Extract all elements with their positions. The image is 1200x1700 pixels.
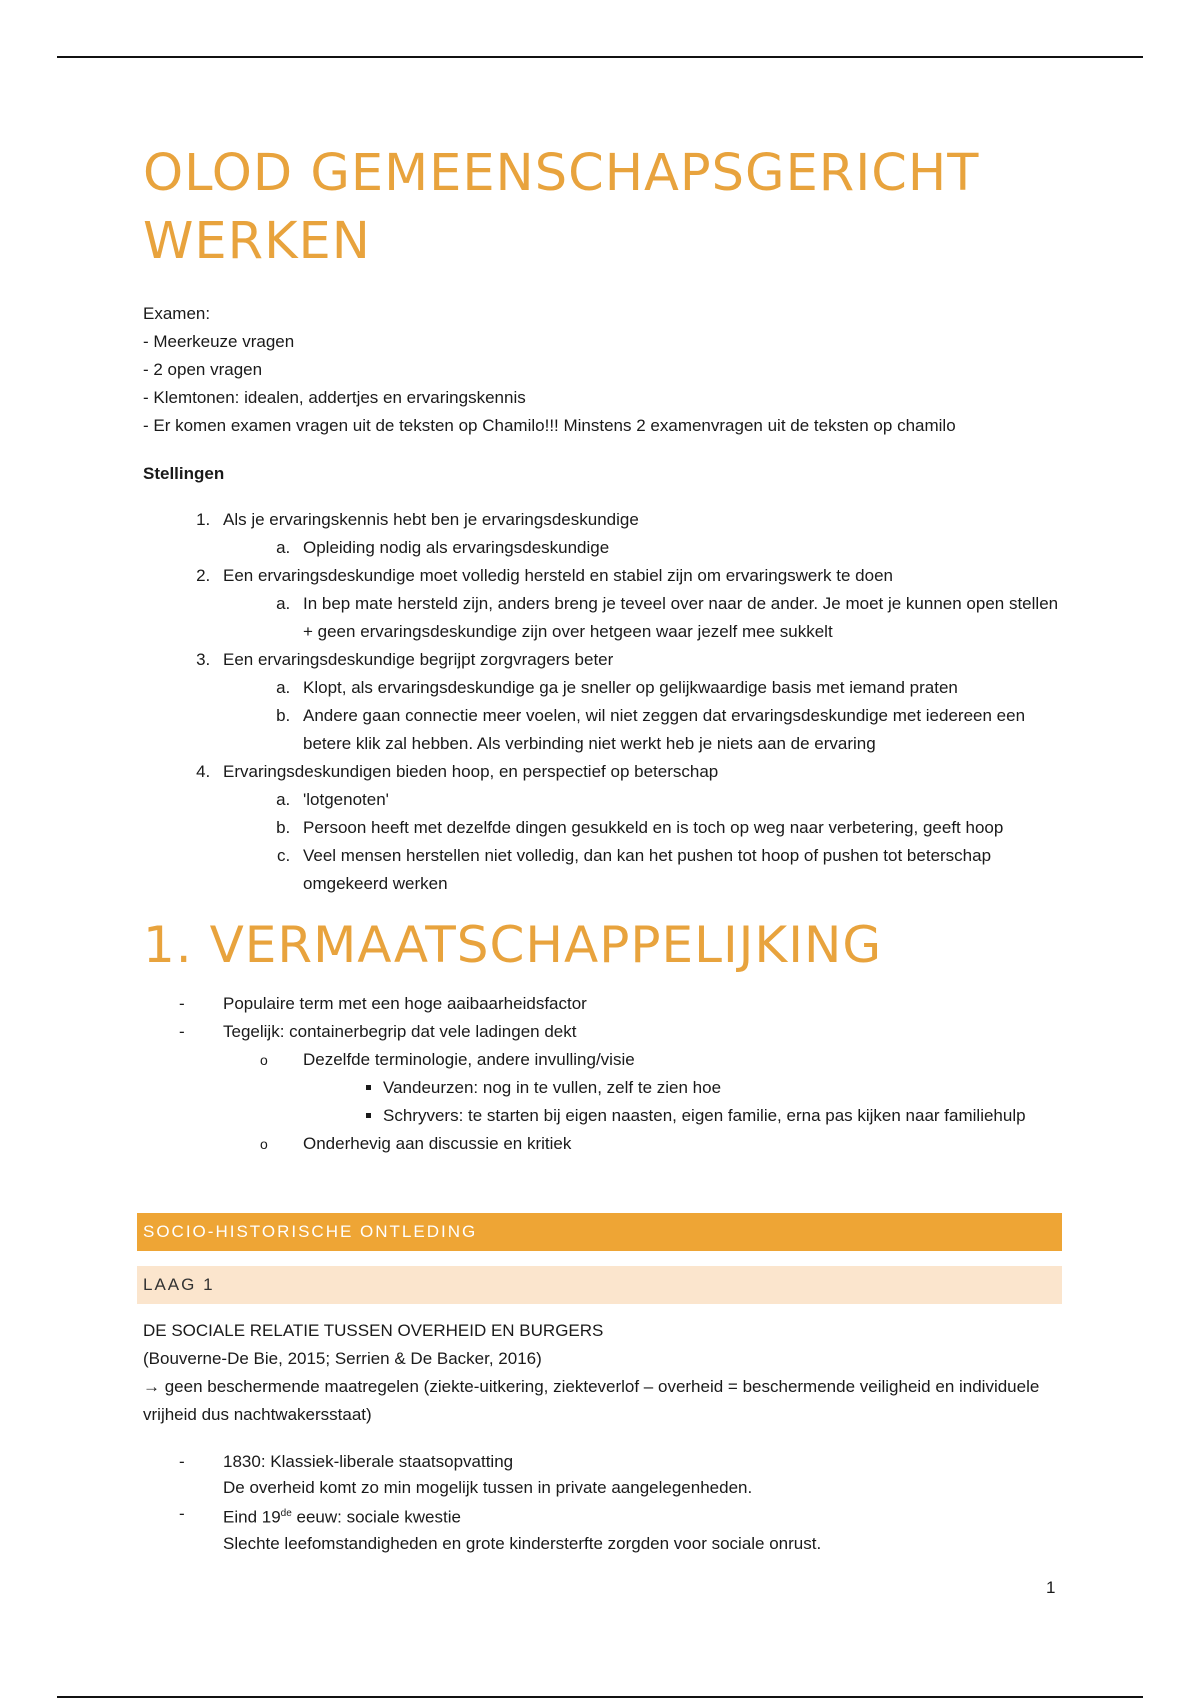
stelling-text: Een ervaringsdeskundige moet volledig hersteld en stabiel zijn om ervaringswerk te doen <box>223 566 893 585</box>
bottom-rule <box>57 1696 1143 1698</box>
stelling-subitem: a. In bep mate hersteld zijn, anders breng je teveel over naar de ander. Je moet je kunnen open stellen + geen ervaringsdeskundige zijn over hetgeen waar jezelf mee sukkelt <box>295 590 1063 646</box>
stelling-text: Als je ervaringskennis hebt ben je ervaringsdeskundige <box>223 510 639 529</box>
sublist-item <box>295 1046 1063 1130</box>
list-item <box>215 1501 1063 1557</box>
list-item-title-pre: Eind 19 <box>223 1507 281 1527</box>
page-number: 1 <box>1046 1578 1056 1597</box>
list-item <box>215 1018 1063 1158</box>
stelling-sublist <box>223 534 1063 562</box>
subsublist-item: ▪ Schryvers: te starten bij eigen naasten, eigen familie, erna pas kijken naar familiehulp <box>383 1102 1063 1130</box>
top-rule <box>57 56 1143 58</box>
list-item: - Populaire term met een hoge aaibaarheidsfactor <box>215 990 1063 1018</box>
laag-1-list <box>143 1449 1063 1557</box>
stelling-subitem: c. Veel mensen herstellen niet volledig, dan kan het pushen tot hoop of pushen tot beterschap omgekeerd werken <box>295 842 1063 898</box>
stelling-text: Een ervaringsdeskundige begrijpt zorgvragers beter <box>223 650 614 669</box>
sublist-item-text: Dezelfde terminologie, andere invulling/visie <box>303 1050 635 1069</box>
exam-item: - 2 open vragen <box>143 360 263 379</box>
list-item <box>215 1449 1063 1501</box>
laag-1-note-text: geen beschermende maatregelen (ziekte-uitkering, ziekteverlof – overheid = beschermende veiligheid en individuele vrijheid dus nachtwakersstaat) <box>143 1377 1040 1424</box>
stelling-subitem: a. 'lotgenoten' <box>295 786 1063 814</box>
vermaatschappelijking-list <box>143 990 1063 1158</box>
document-title: OLOD GEMEENSCHAPSGERICHT WERKEN <box>143 144 980 271</box>
stelling-subitem: b. Persoon heeft met dezelfde dingen gesukkeld en is toch op weg naar verbetering, geeft hoop <box>295 814 1063 842</box>
sublist <box>223 1046 1063 1158</box>
subsublist <box>303 1074 1063 1130</box>
section-heading-vermaatschappelijking: 1. VERMAATSCHAPPELIJKING <box>143 916 883 974</box>
ordinal-superscript: de <box>280 1508 292 1519</box>
exam-item: - Klemtonen: idealen, addertjes en ervaringskennis <box>143 388 526 407</box>
list-item-text: Tegelijk: containerbegrip dat vele ladingen dekt <box>223 1022 577 1041</box>
exam-item: - Meerkeuze vragen <box>143 332 295 351</box>
exam-item: - Er komen examen vragen uit de teksten op Chamilo!!! Minstens 2 examenvragen uit de teksten op chamilo <box>143 416 956 435</box>
laag-1-content <box>143 1317 1063 1557</box>
stellingen-heading: Stellingen <box>143 464 225 483</box>
stelling-subitem: a. Klopt, als ervaringsdeskundige ga je sneller op gelijkwaardige basis met iemand praten <box>295 674 1063 702</box>
laag-1-citation: (Bouverne-De Bie, 2015; Serrien & De Backer, 2016) <box>143 1349 542 1368</box>
list-item-title-post: eeuw: sociale kwestie <box>291 1507 461 1527</box>
stellingen-list <box>143 506 1063 898</box>
stelling-subitem: b. Andere gaan connectie meer voelen, wil niet zeggen dat ervaringsdeskundige met iedereen een betere klik zal hebben. Als verbinding niet werkt heb je niets aan de ervaring <box>295 702 1063 758</box>
list-item-title: - 1830: Klassiek-liberale staatsopvatting <box>223 1452 514 1471</box>
list-item-desc: Slechte leefomstandigheden en grote kindersterfte zorgden voor sociale onrust. <box>223 1533 822 1553</box>
document-body <box>143 140 1063 1158</box>
exam-label: Examen: <box>143 304 211 323</box>
stelling-item <box>215 646 1063 758</box>
sublist-item: o Onderhevig aan discussie en kritiek <box>295 1130 1063 1158</box>
stelling-subitem: a. Opleiding nodig als ervaringsdeskundige <box>295 534 1063 562</box>
stelling-sublist <box>223 674 1063 758</box>
stelling-item <box>215 758 1063 898</box>
subsublist-item: ▪ Vandeurzen: nog in te vullen, zelf te zien hoe <box>383 1074 1063 1102</box>
stelling-text: Ervaringsdeskundigen bieden hoop, en perspectief op beterschap <box>223 762 719 781</box>
socio-historische-band: SOCIO-HISTORISCHE ONTLEDING <box>137 1213 1062 1251</box>
list-item-desc: De overheid komt zo min mogelijk tussen in private aangelegenheden. <box>223 1478 753 1497</box>
laag-1-note <box>143 1373 1063 1429</box>
stelling-item <box>215 562 1063 646</box>
stelling-sublist <box>223 590 1063 646</box>
laag-1-band: LAAG 1 <box>137 1266 1062 1304</box>
stelling-item <box>215 506 1063 562</box>
arrow-right-icon: → <box>143 1377 160 1396</box>
laag-1-heading: DE SOCIALE RELATIE TUSSEN OVERHEID EN BURGERS <box>143 1321 604 1340</box>
list-item-title <box>223 1501 1063 1531</box>
stelling-sublist <box>223 786 1063 898</box>
exam-block <box>143 300 1063 440</box>
